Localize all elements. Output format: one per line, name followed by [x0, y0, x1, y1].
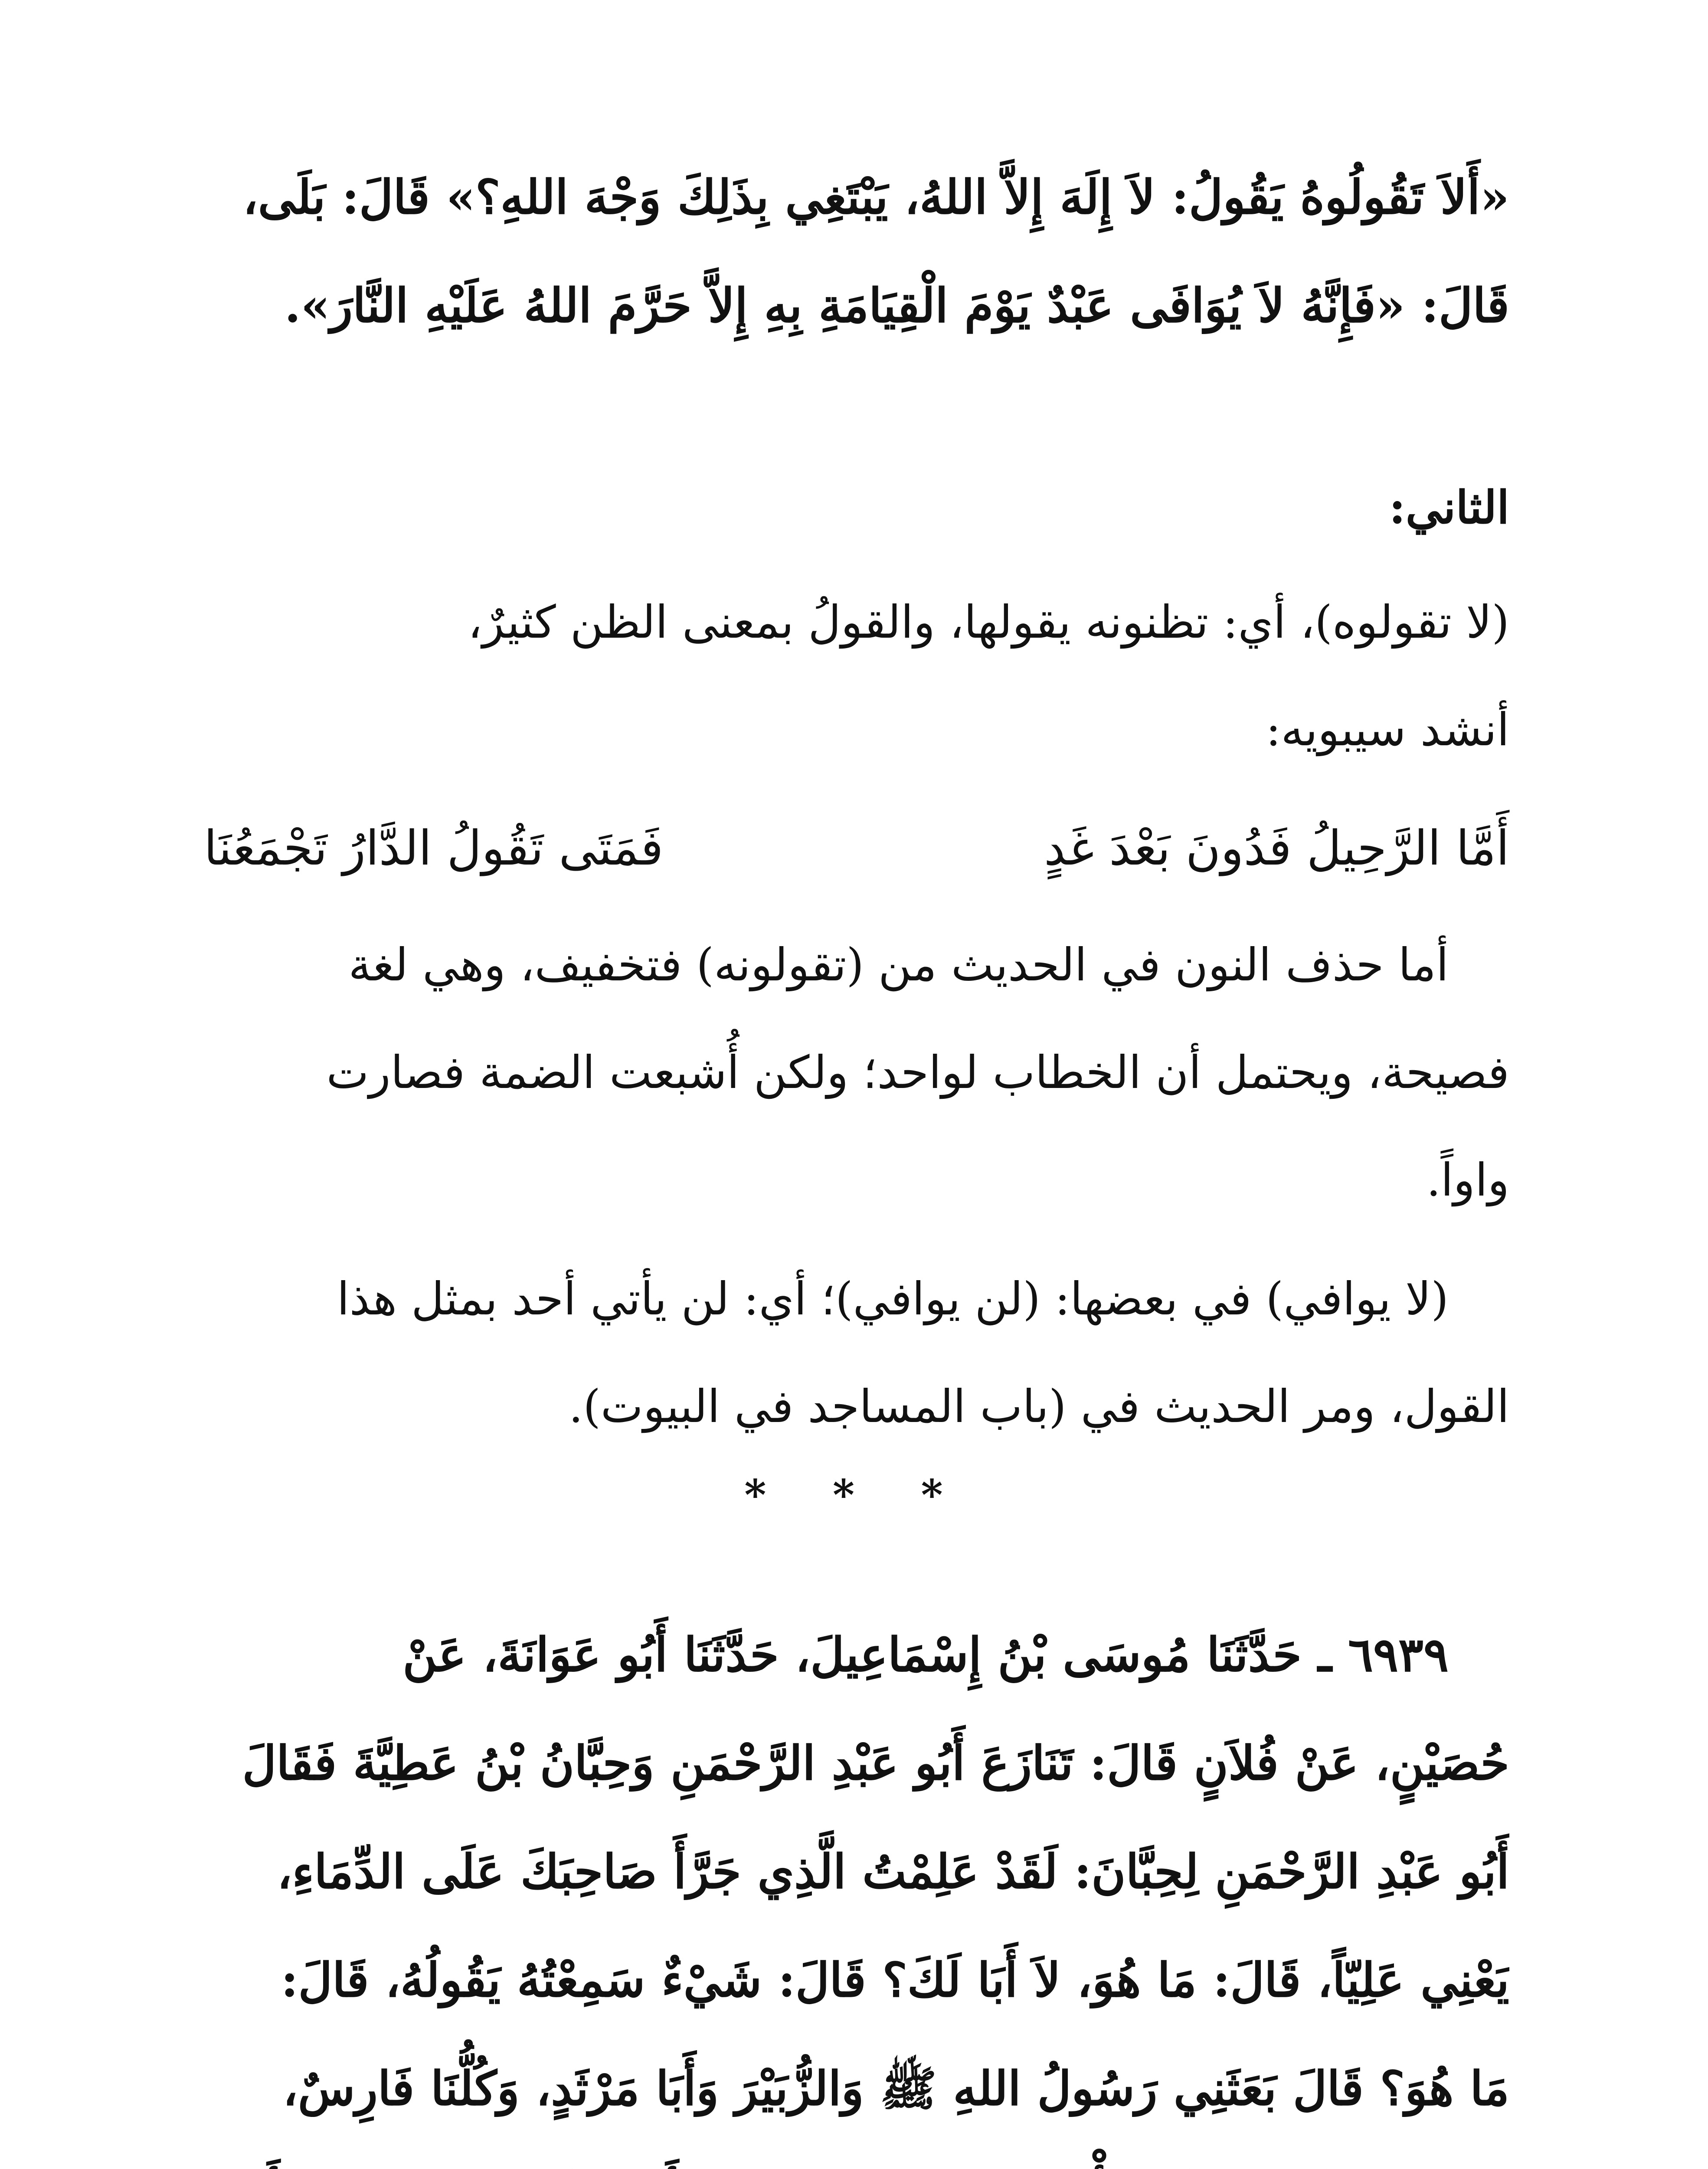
hadith-6939-line-4: يَعْنِي عَلِيّاً، قَالَ: مَا هُوَ، لاَ أَبَا لَكَ؟ قَالَ: شَيْءٌ سَمِعْتُهُ يَقُولُهُ، قَالَ: [281, 1953, 1509, 2008]
hadith-6939-line-2: حُصَيْنٍ، عَنْ فُلاَنٍ قَالَ: تَنَازَعَ أَبُو عَبْدِ الرَّحْمَنِ وَحِبَّانُ بْنُ عَطِيَّةَ فَقَالَ [242, 1736, 1509, 1791]
section-separator: * * * [744, 1471, 969, 1520]
paragraph-2-line-1: أما حذف النون في الحديث من (تقولونه) فتخفيف، وهي لغة [348, 938, 1449, 991]
intro-hadith-block [204, 143, 1509, 360]
paragraph-2-line-2: فصيحة، ويحتمل أن الخطاب لواحد؛ ولكن أُشبعت الضمة فصارت [326, 1046, 1509, 1099]
paragraph-3-line-1: (لا يوافي) في بعضها: (لن يوافي)؛ أي: لن يأتي أحد بمثل هذا [337, 1272, 1449, 1325]
hadith-6939-line-3: أَبُو عَبْدِ الرَّحْمَنِ لِحِبَّانَ: لَقَدْ عَلِمْتُ الَّذِي جَرَّأَ صَاحِبَكَ عَلَى الدِّمَاءِ، [277, 1845, 1509, 1899]
book-page [204, 143, 1509, 2169]
commentary-paragraph-3 [204, 1245, 1509, 1460]
paragraph-2-line-3: واواً. [1426, 1153, 1509, 1206]
hadith-6939-block [204, 1601, 1509, 2169]
paragraph-1-line-2: أنشد سيبويه: [1266, 703, 1509, 756]
commentary-paragraph-2 [204, 911, 1509, 1234]
hadith-6939-line-6 [204, 2143, 1509, 2169]
hadith-6939-line-1: ٦٩٣٩ ـ حَدَّثَنَا مُوسَى بْنُ إِسْمَاعِيلَ، حَدَّثَنَا أَبُو عَوَانَةَ، عَنْ [402, 1628, 1449, 1682]
intro-hadith-line-1: «أَلاَ تَقُولُوهُ يَقُولُ: لاَ إِلَهَ إِلاَّ اللهُ، يَبْتَغِي بِذَلِكَ وَجْهَ اللهِ؟» قَالَ: بَلَى، [242, 170, 1509, 225]
commentary-heading: الثاني: [1389, 481, 1509, 534]
intro-hadith-line-2: قَالَ: «فَإِنَّهُ لاَ يُوَافَى عَبْدٌ يَوْمَ الْقِيَامَةِ بِهِ إِلاَّ حَرَّمَ اللهُ عَلَيْهِ النَّارَ». [284, 278, 1509, 333]
hadith-6939-line-5: مَا هُوَ؟ قَالَ بَعَثَنِي رَسُولُ اللهِ ﷺ وَالزُّبَيْرَ وَأَبَا مَرْثَدٍ، وَكُلُّنَا فَارِسٌ، [283, 2061, 1509, 2116]
verse-first-hemistich: أَمَّا الرَّحِيلُ فَدُونَ بَعْدَ غَدٍ [1044, 820, 1509, 876]
commentary-paragraph-1 [204, 568, 1509, 783]
paragraph-1-line-1: (لا تقولوه)، أي: تظنونه يقولها، والقولُ بمعنى الظن كثيرٌ، [468, 596, 1509, 649]
poetry-verse [204, 794, 1509, 902]
verse-second-hemistich: فَمَتَى تَقُولُ الدَّارُ تَجْمَعُنَا [204, 820, 664, 876]
paragraph-3-line-2: القول، ومر الحديث في (باب المساجد في البيوت). [569, 1380, 1509, 1433]
